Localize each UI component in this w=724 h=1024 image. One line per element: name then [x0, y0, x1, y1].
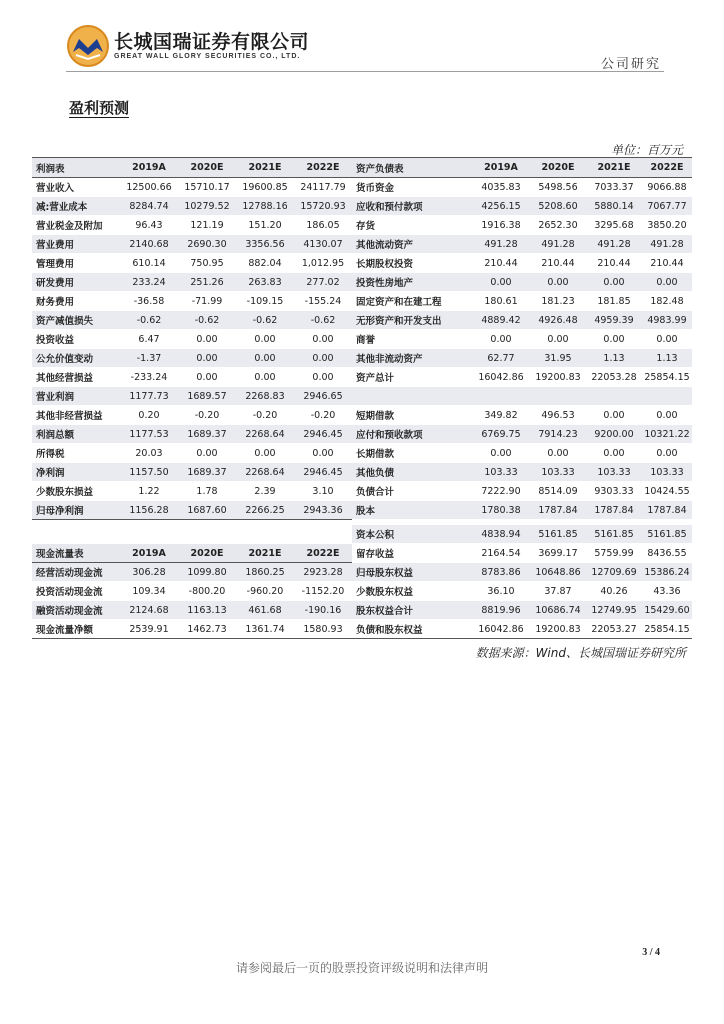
row-label: 短期借款	[352, 406, 472, 425]
cell-value: 1099.80	[178, 563, 236, 582]
cell-value: -1152.20	[294, 582, 352, 601]
cell-value: 4035.83	[472, 178, 530, 197]
cell-value: 5161.85	[586, 525, 642, 544]
cell-value: 1361.74	[236, 620, 294, 639]
cell-value: 12749.95	[586, 601, 642, 620]
cell-value: 0.00	[178, 444, 236, 463]
cell-value: 15429.60	[642, 601, 692, 620]
cell-value: 349.82	[472, 406, 530, 425]
report-category: 公司研究	[600, 57, 661, 72]
cell-value: 182.48	[642, 292, 692, 311]
cell-value: 0.00	[236, 444, 294, 463]
cell-value: 1689.57	[178, 387, 236, 406]
row-label: 留存收益	[352, 544, 472, 563]
table-header-row	[32, 158, 692, 178]
legal-footer: 请参阅最后一页的股票投资评级说明和法律声明	[235, 961, 488, 975]
year-header: 2019A	[472, 158, 530, 178]
year-header: 2021E	[586, 158, 642, 178]
cell-value: 103.33	[472, 463, 530, 482]
cell-value: 10321.22	[642, 425, 692, 444]
cell-value: 25854.15	[642, 620, 692, 639]
table-row	[32, 544, 692, 563]
row-label: 股本	[352, 501, 472, 520]
cell-value: 103.33	[530, 463, 586, 482]
cell-value: 0.00	[294, 349, 352, 368]
row-label: 所得税	[32, 444, 120, 463]
cell-value: 3.10	[294, 482, 352, 501]
cell-value: 7914.23	[530, 425, 586, 444]
row-label: 长期借款	[352, 444, 472, 463]
cell-value: 8819.96	[472, 601, 530, 620]
cell-value: 37.87	[530, 582, 586, 601]
cell-value: 1177.53	[120, 425, 178, 444]
cell-value: 10279.52	[178, 197, 236, 216]
cell-value	[586, 387, 642, 406]
cell-value: 491.28	[586, 235, 642, 254]
cell-value: 4926.48	[530, 311, 586, 330]
cell-value: 210.44	[642, 254, 692, 273]
row-label: 资产减值损失	[32, 311, 120, 330]
cell-value: 0.00	[236, 368, 294, 387]
cell-value: 10686.74	[530, 601, 586, 620]
cell-value: 43.36	[642, 582, 692, 601]
cell-value: 22053.27	[586, 620, 642, 639]
row-label: 其他非经营损益	[32, 406, 120, 425]
cell-value: 24117.79	[294, 178, 352, 197]
cell-value: 2268.64	[236, 425, 294, 444]
cell-value: 1157.50	[120, 463, 178, 482]
year-header: 2021E	[236, 544, 294, 563]
cell-value: -233.24	[120, 368, 178, 387]
cell-value: -800.20	[178, 582, 236, 601]
row-label: 营业税金及附加	[32, 216, 120, 235]
cell-value: 461.68	[236, 601, 294, 620]
cell-value: 16042.86	[472, 368, 530, 387]
table-row	[32, 273, 692, 292]
cell-value: 0.00	[530, 330, 586, 349]
unit-label: 单位：百万元	[610, 143, 683, 157]
row-label: 营业收入	[32, 178, 120, 197]
cell-value: -960.20	[236, 582, 294, 601]
income-statement-title: 利润表	[32, 158, 120, 178]
cell-value: 0.00	[586, 406, 642, 425]
cell-value: 7067.77	[642, 197, 692, 216]
company-name-en: GREAT WALL GLORY SECURITIES CO., LTD.	[114, 53, 301, 60]
cell-value: 4959.39	[586, 311, 642, 330]
year-header: 2019A	[120, 544, 178, 563]
cashflow-title: 现金流量表	[32, 544, 120, 563]
cell-value: 210.44	[472, 254, 530, 273]
cell-value: 2946.45	[294, 463, 352, 482]
table-row	[32, 406, 692, 425]
row-label: 其他流动资产	[352, 235, 472, 254]
row-label: 归母股东权益	[352, 563, 472, 582]
cell-value: 96.43	[120, 216, 178, 235]
cell-value: 2268.64	[236, 463, 294, 482]
cell-value: 7033.37	[586, 178, 642, 197]
cell-value: -109.15	[236, 292, 294, 311]
table-row	[32, 387, 692, 406]
cell-value: 4130.07	[294, 235, 352, 254]
cell-value: 0.00	[294, 330, 352, 349]
cell-value: 210.44	[530, 254, 586, 273]
cell-value: 1787.84	[642, 501, 692, 520]
table-row	[32, 482, 692, 501]
cell-value: 1462.73	[178, 620, 236, 639]
table-row	[32, 425, 692, 444]
table-row	[32, 368, 692, 387]
cell-value: 4889.42	[472, 311, 530, 330]
cell-value: 103.33	[642, 463, 692, 482]
cell-value: 5161.85	[530, 525, 586, 544]
cell-value: -71.99	[178, 292, 236, 311]
cell-value: 181.23	[530, 292, 586, 311]
cell-value: 10424.55	[642, 482, 692, 501]
cell-value: 0.00	[294, 368, 352, 387]
row-label: 商誉	[352, 330, 472, 349]
cell-value: 0.00	[586, 273, 642, 292]
financial-table	[32, 157, 692, 520]
cell-value: 233.24	[120, 273, 178, 292]
cell-value: 20.03	[120, 444, 178, 463]
cell-value: 1787.84	[530, 501, 586, 520]
cell-value: 0.00	[472, 330, 530, 349]
year-header: 2022E	[642, 158, 692, 178]
company-name-cn: 长城国瑞证券有限公司	[114, 31, 310, 53]
row-label: 公允价值变动	[32, 349, 120, 368]
cell-value: 19200.83	[530, 368, 586, 387]
cell-value: 1.22	[120, 482, 178, 501]
cell-value: 0.00	[236, 330, 294, 349]
cell-value: 19600.85	[236, 178, 294, 197]
cell-value: 2946.45	[294, 425, 352, 444]
cell-value: 0.00	[178, 330, 236, 349]
cell-value: 2268.83	[236, 387, 294, 406]
table-row	[32, 216, 692, 235]
row-label: 其他负债	[352, 463, 472, 482]
cell-value: 1787.84	[586, 501, 642, 520]
cell-value: 1687.60	[178, 501, 236, 520]
cell-value: 2164.54	[472, 544, 530, 563]
table-row	[32, 501, 692, 520]
cell-value: 750.95	[178, 254, 236, 273]
row-label: 应付和预收款项	[352, 425, 472, 444]
cell-value: 151.20	[236, 216, 294, 235]
row-label: 减:营业成本	[32, 197, 120, 216]
row-label: 投资性房地产	[352, 273, 472, 292]
row-label: 投资活动现金流	[32, 582, 120, 601]
row-label: 其他非流动资产	[352, 349, 472, 368]
cell-value: 1.13	[586, 349, 642, 368]
cell-value: 9066.88	[642, 178, 692, 197]
cell-value: 0.00	[472, 273, 530, 292]
cell-value: 9303.33	[586, 482, 642, 501]
row-label: 营业利润	[32, 387, 120, 406]
year-header: 2022E	[294, 544, 352, 563]
cell-value: 121.19	[178, 216, 236, 235]
data-source: 数据来源：Wind、长城国瑞证券研究所	[475, 646, 686, 660]
cell-value: 12709.69	[586, 563, 642, 582]
cell-value: 0.00	[530, 444, 586, 463]
cell-value: 109.34	[120, 582, 178, 601]
cell-value: 9200.00	[586, 425, 642, 444]
cell-value: 2690.30	[178, 235, 236, 254]
cell-value: -0.62	[178, 311, 236, 330]
cell-value: 0.00	[642, 444, 692, 463]
cell-value: 0.00	[530, 273, 586, 292]
cell-value: 1177.73	[120, 387, 178, 406]
row-label: 营业费用	[32, 235, 120, 254]
financial-table-body	[32, 158, 692, 520]
cell-value: 2124.68	[120, 601, 178, 620]
cell-value: -190.16	[294, 601, 352, 620]
table-row	[32, 254, 692, 273]
cell-value: 40.26	[586, 582, 642, 601]
company-logo-icon	[66, 24, 110, 68]
table-row	[32, 444, 692, 463]
cell-value: 103.33	[586, 463, 642, 482]
row-label: 管理费用	[32, 254, 120, 273]
cell-value: 5208.60	[530, 197, 586, 216]
cell-value: 491.28	[530, 235, 586, 254]
cell-value: 491.28	[472, 235, 530, 254]
cell-value: -0.62	[120, 311, 178, 330]
cell-value: 1780.38	[472, 501, 530, 520]
row-label: 长期股权投资	[352, 254, 472, 273]
cell-value	[642, 387, 692, 406]
row-label: 存货	[352, 216, 472, 235]
row-label	[352, 387, 472, 406]
table-row	[32, 349, 692, 368]
cell-value: 0.00	[294, 444, 352, 463]
cell-value: 1580.93	[294, 620, 352, 639]
cell-value: 277.02	[294, 273, 352, 292]
cell-value: 882.04	[236, 254, 294, 273]
cell-value: 0.00	[642, 330, 692, 349]
row-label: 负债和股东权益	[352, 620, 472, 639]
row-label: 净利润	[32, 463, 120, 482]
row-label: 投资收益	[32, 330, 120, 349]
cell-value: 0.00	[586, 330, 642, 349]
year-header: 2021E	[236, 158, 294, 178]
cell-value: 31.95	[530, 349, 586, 368]
cell-value: -155.24	[294, 292, 352, 311]
row-label: 应收和预付款项	[352, 197, 472, 216]
cell-value: 62.77	[472, 349, 530, 368]
cell-value: 12788.16	[236, 197, 294, 216]
table-row	[32, 197, 692, 216]
cell-value: 0.20	[120, 406, 178, 425]
row-label: 资产总计	[352, 368, 472, 387]
cell-value: 263.83	[236, 273, 294, 292]
cell-value: -0.62	[294, 311, 352, 330]
year-header: 2020E	[178, 544, 236, 563]
row-label: 固定资产和在建工程	[352, 292, 472, 311]
header-divider	[66, 71, 664, 72]
cell-value: 5759.99	[586, 544, 642, 563]
cell-value: 2652.30	[530, 216, 586, 235]
table-row	[32, 330, 692, 349]
cell-value: 16042.86	[472, 620, 530, 639]
cell-value: -0.20	[236, 406, 294, 425]
cell-value: 1916.38	[472, 216, 530, 235]
cell-value: 5161.85	[642, 525, 692, 544]
row-label: 现金流量净额	[32, 620, 120, 639]
cell-value: 4983.99	[642, 311, 692, 330]
year-header: 2020E	[530, 158, 586, 178]
table-row	[32, 582, 692, 601]
cell-value: 7222.90	[472, 482, 530, 501]
row-label: 无形资产和开发支出	[352, 311, 472, 330]
cell-value: -0.62	[236, 311, 294, 330]
balance-sheet-title: 资产负债表	[352, 158, 472, 178]
cell-value: 12500.66	[120, 178, 178, 197]
cell-value: 0.00	[642, 406, 692, 425]
row-label: 经营活动现金流	[32, 563, 120, 582]
cell-value	[472, 387, 530, 406]
cell-value: 0.00	[642, 273, 692, 292]
cell-value: 2.39	[236, 482, 294, 501]
row-label: 归母净利润	[32, 501, 120, 520]
cell-value: 15710.17	[178, 178, 236, 197]
row-label: 负债合计	[352, 482, 472, 501]
cashflow-table-body	[32, 525, 692, 639]
cell-value: 1156.28	[120, 501, 178, 520]
cell-value: 180.61	[472, 292, 530, 311]
cell-value: 0.00	[472, 444, 530, 463]
cell-value: 0.00	[586, 444, 642, 463]
cell-value: -0.20	[178, 406, 236, 425]
table-row	[32, 563, 692, 582]
year-header: 2022E	[294, 158, 352, 178]
row-label: 货币资金	[352, 178, 472, 197]
cell-value: 186.05	[294, 216, 352, 235]
cell-value: 496.53	[530, 406, 586, 425]
cell-value: 1689.37	[178, 463, 236, 482]
row-label: 其他经营损益	[32, 368, 120, 387]
cell-value: 0.00	[178, 349, 236, 368]
cell-value: 10648.86	[530, 563, 586, 582]
row-label: 股东权益合计	[352, 601, 472, 620]
cell-value: 1689.37	[178, 425, 236, 444]
cell-value: 0.00	[178, 368, 236, 387]
table-row	[32, 601, 692, 620]
cell-value: 2946.65	[294, 387, 352, 406]
cashflow-table	[32, 525, 692, 639]
cell-value: 2140.68	[120, 235, 178, 254]
cell-value: 8514.09	[530, 482, 586, 501]
cell-value: 2539.91	[120, 620, 178, 639]
cell-value: 5880.14	[586, 197, 642, 216]
cell-value: 181.85	[586, 292, 642, 311]
cell-value: 2943.36	[294, 501, 352, 520]
section-title: 盈利预测	[69, 99, 130, 117]
cell-value: 36.10	[472, 582, 530, 601]
table-row	[32, 178, 692, 197]
cell-value: 5498.56	[530, 178, 586, 197]
year-header: 2019A	[120, 158, 178, 178]
cell-value: 3295.68	[586, 216, 642, 235]
cell-value: 251.26	[178, 273, 236, 292]
cell-value	[530, 387, 586, 406]
cell-value: -1.37	[120, 349, 178, 368]
cell-value: 6.47	[120, 330, 178, 349]
cell-value: 0.00	[236, 349, 294, 368]
table-row	[32, 463, 692, 482]
table-row	[32, 525, 692, 544]
year-header: 2020E	[178, 158, 236, 178]
cell-value: 15386.24	[642, 563, 692, 582]
cell-value: 15720.93	[294, 197, 352, 216]
cell-value: 210.44	[586, 254, 642, 273]
cell-value: 2266.25	[236, 501, 294, 520]
cell-value: 2923.28	[294, 563, 352, 582]
cell-value: 8783.86	[472, 563, 530, 582]
cell-value: -0.20	[294, 406, 352, 425]
table-row	[32, 292, 692, 311]
cell-value: 4838.94	[472, 525, 530, 544]
cell-value: 19200.83	[530, 620, 586, 639]
row-label: 融资活动现金流	[32, 601, 120, 620]
cell-value: 610.14	[120, 254, 178, 273]
cell-value: 1.78	[178, 482, 236, 501]
row-label: 资本公积	[352, 525, 472, 544]
cell-value: 3356.56	[236, 235, 294, 254]
cell-value: 3850.20	[642, 216, 692, 235]
cell-value: 8284.74	[120, 197, 178, 216]
cell-value: 25854.15	[642, 368, 692, 387]
cell-value: 306.28	[120, 563, 178, 582]
cell-value: 491.28	[642, 235, 692, 254]
cell-value: 1163.13	[178, 601, 236, 620]
cell-value: 4256.15	[472, 197, 530, 216]
cell-value: 22053.28	[586, 368, 642, 387]
cell-value: 1860.25	[236, 563, 294, 582]
cell-value: -36.58	[120, 292, 178, 311]
cell-value: 1,012.95	[294, 254, 352, 273]
cell-value: 1.13	[642, 349, 692, 368]
table-row	[32, 620, 692, 639]
table-row	[32, 235, 692, 254]
page-number: 3 / 4	[642, 947, 660, 958]
table-row	[32, 311, 692, 330]
cell-value: 3699.17	[530, 544, 586, 563]
row-label: 少数股东损益	[32, 482, 120, 501]
cell-value: 6769.75	[472, 425, 530, 444]
row-label: 研发费用	[32, 273, 120, 292]
row-label: 利润总额	[32, 425, 120, 444]
cell-value: 8436.55	[642, 544, 692, 563]
row-label: 少数股东权益	[352, 582, 472, 601]
row-label: 财务费用	[32, 292, 120, 311]
